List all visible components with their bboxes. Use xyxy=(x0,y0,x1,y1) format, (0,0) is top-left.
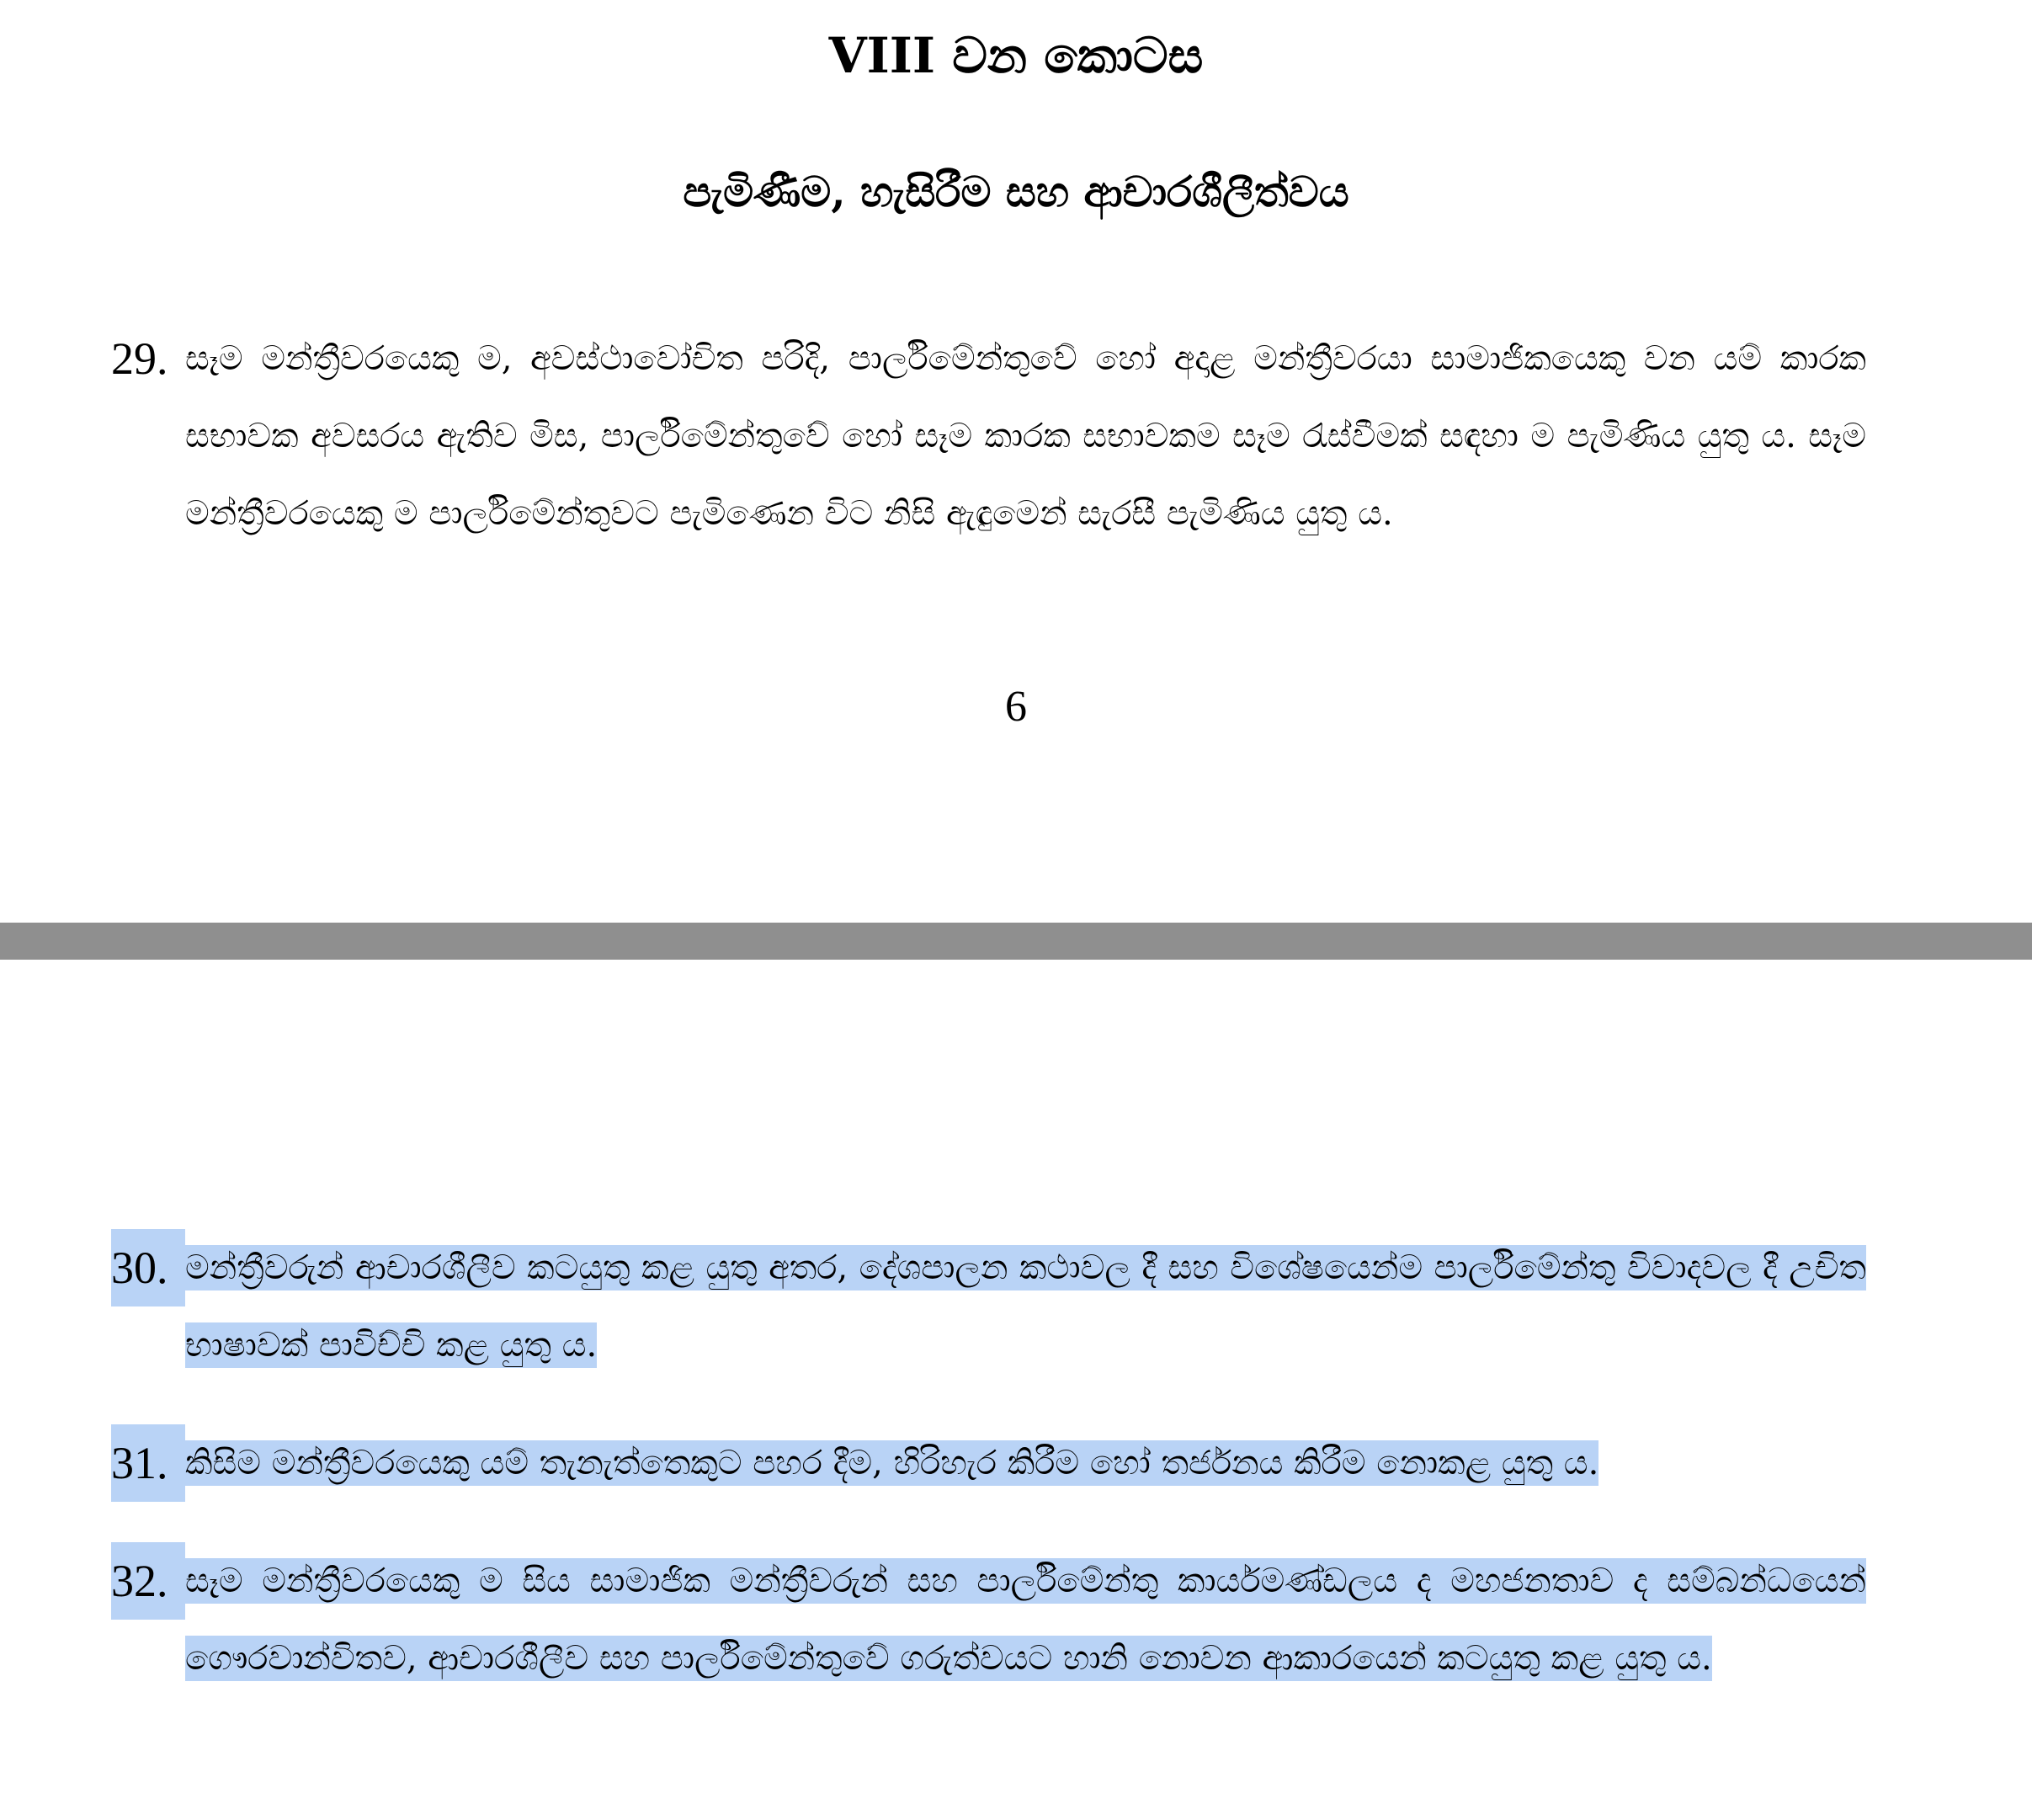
selected-text[interactable]: කිසිම මන්ත්‍රීවරයෙකු යම් තැනැත්තෙකුට පහර දීම, හිරිහැර කිරීම හෝ තර්ජනය කිරීම නොකළ යුතු ය. xyxy=(185,1440,1598,1486)
selected-text[interactable]: මන්ත්‍රීවරුන් ආචාරශීලීව කටයුතු කළ යුතු අතර, දේශපාලන කථාවල දී සහ විශේෂයෙන්ම පාර්ලිමේන්තු විවාදවල දී උචිත භාෂාවක් පාවිච්චි කළ යුතු ය. xyxy=(185,1245,1866,1368)
clause-text[interactable] xyxy=(185,1424,1866,1502)
clause-text[interactable]: සෑම මන්ත්‍රීවරයෙකු ම, අවස්ථාවෝචිත පරිදි, පාර්ලිමේන්තුවේ හෝ අදාළ මන්ත්‍රීවරයා සාමාජිකයෙකු වන යම් කාරක සභාවක අවසරය ඇතිව මිස, පාර්ලිමේන්තුවේ හෝ සෑම කාරක සභාවකම සෑම රැස්වීමක් සඳහා ම පැමිණිය යුතු ය. සෑම මන්ත්‍රීවරයෙකු ම පාර්ලිමේන්තුවට පැමිණෙන විට නිසි ඇඳුමෙන් සැරසී පැමිණිය යුතු ය. xyxy=(185,339,1866,533)
document-page-bottom xyxy=(0,960,2032,1820)
clause-number: 32. xyxy=(111,1542,185,1620)
clause-31 xyxy=(111,1424,1866,1509)
selected-text[interactable]: සෑම මන්ත්‍රීවරයෙකු ම සිය සාමාජික මන්ත්‍රීවරුන් සහ පාර්ලිමේන්තු කාර්යමණ්ඩලය ද මහජනතාව ද සම්බන්ධයෙන් ගෞරවාන්විතව, ආචාරශීලීව සහ පාර්ලිමේන්තුවේ ගරුත්වයට හානි නොවන ආකාරයෙන් කටයුතු කළ යුතු ය. xyxy=(185,1558,1866,1681)
clause-30 xyxy=(111,1229,1866,1389)
clause-text[interactable] xyxy=(185,1229,1866,1384)
part-title: පැමිණීම, හැසිරීම සහ ආචාරශීලීත්වය xyxy=(683,167,1349,216)
page-separator xyxy=(0,923,2032,960)
part-heading: VIII වන කොටස xyxy=(828,27,1204,84)
page-number: 6 xyxy=(1005,683,1027,731)
clause-number: 31. xyxy=(111,1424,185,1502)
clause-number: 30. xyxy=(111,1229,185,1306)
clause-number: 29. xyxy=(111,333,168,384)
clause-29 xyxy=(111,320,1866,631)
clause-32 xyxy=(111,1542,1866,1786)
clause-text[interactable] xyxy=(185,1542,1866,1697)
